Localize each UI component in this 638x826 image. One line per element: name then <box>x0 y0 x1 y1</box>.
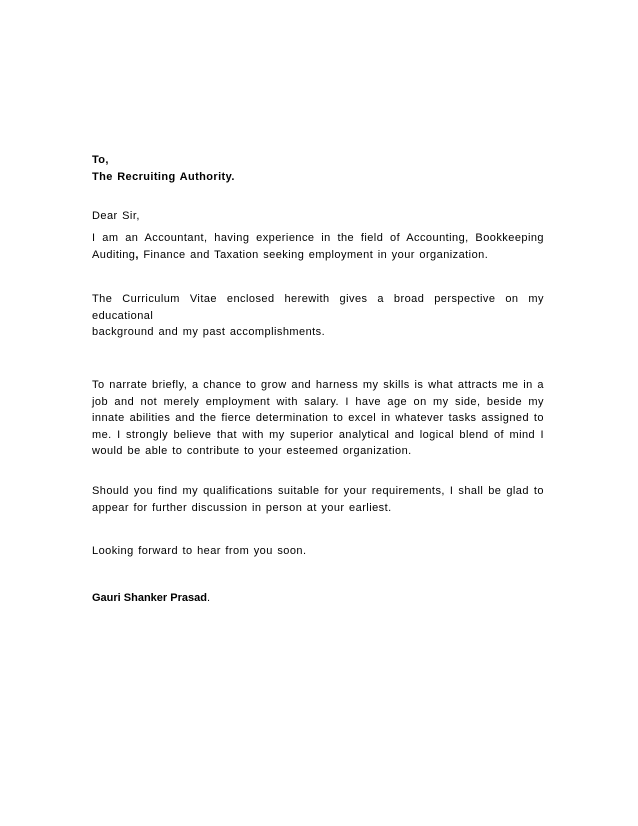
signature-period: . <box>206 592 211 604</box>
paragraph-line: To narrate briefly, a chance to grow and harness my skills is what attracts me in a <box>92 379 544 391</box>
paragraph-motivation <box>92 377 544 460</box>
paragraph-introduction <box>92 230 544 263</box>
paragraph-line: job and not merely employment with salary. I have age on my side, beside my <box>92 395 544 408</box>
paragraph-line: appear for further discussion in person at your earliest. <box>92 501 392 514</box>
paragraph-text: Finance and Taxation seeking employment in your organization. <box>138 248 489 261</box>
closing-text: Looking forward to hear from you soon. <box>92 545 307 557</box>
paragraph-line: background and my past accomplishments. <box>92 326 326 338</box>
paragraph-cv <box>92 291 544 341</box>
paragraph-line: would be able to contribute to your esteemed organization. <box>92 445 412 457</box>
address-line-to: To, <box>92 154 109 166</box>
paragraph-line: Should you find my qualifications suitable for your requirements, I shall be glad to <box>92 485 544 497</box>
signature-name: Gauri Shanker Prasad <box>92 592 207 604</box>
paragraph-comma: , <box>135 248 139 261</box>
paragraph-line: me. I strongly believe that with my superior analytical and logical blend of mind I <box>92 428 544 441</box>
paragraph-text: Auditing <box>92 248 136 261</box>
paragraph-line <box>92 247 544 264</box>
paragraph-line: I am an Accountant, having experience in the field of Accounting, Bookkeeping <box>92 232 544 244</box>
paragraph-line: innate abilities and the fierce determination to excel in whatever tasks assigned to <box>92 412 544 424</box>
address-line-recipient: The Recruiting Authority. <box>92 170 235 183</box>
salutation <box>92 208 544 225</box>
salutation-text: Dear Sir, <box>92 210 140 222</box>
paragraph-request <box>92 483 544 516</box>
signature <box>92 590 544 607</box>
paragraph-line: The Curriculum Vitae enclosed herewith gives a broad perspective on my educational <box>92 293 544 322</box>
recipient-address <box>92 152 544 185</box>
closing-line <box>92 543 544 560</box>
